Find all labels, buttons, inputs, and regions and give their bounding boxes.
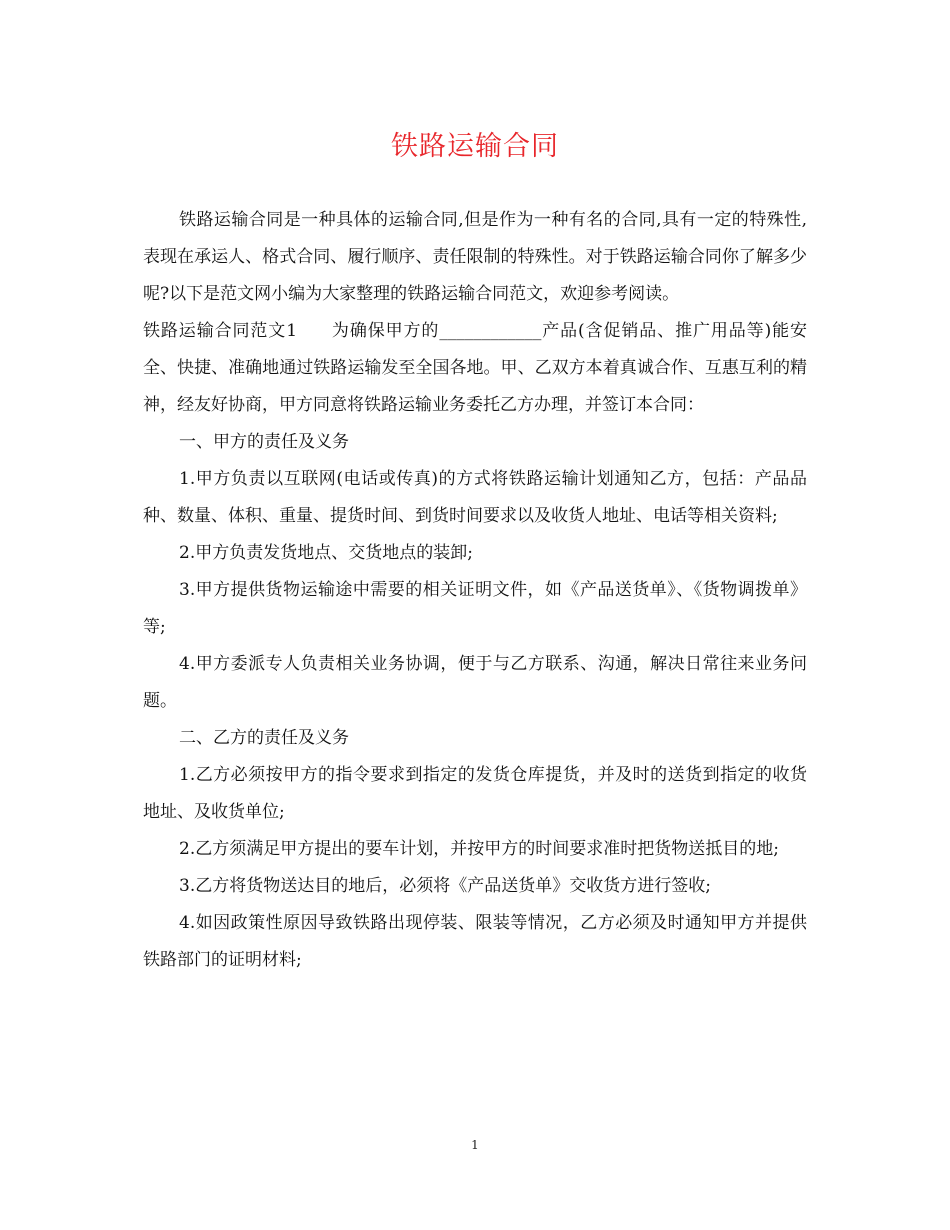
clause-b-3: 3.乙方将货物送达目的地后，必须将《产品送货单》交收货方进行签收; bbox=[179, 876, 711, 896]
clause-a-3: 3.甲方提供货物运输途中需要的相关证明文件，如《产品送货单》、《货物调拨单》等; bbox=[143, 580, 807, 637]
section-heading-party-a: 一、甲方的责任及义务 bbox=[179, 432, 349, 452]
document-body bbox=[143, 202, 807, 979]
sample-text: 为确保甲方的____________产品(含促销品、推广用品等)能安全、快捷、准确地通过铁路运输发至全国各地。甲、乙双方本着真诚合作、互惠互利的精神，经友好协商，甲方同意将铁路运输业务委托乙方办理，并签订本合同： bbox=[143, 321, 807, 415]
clause-a-1: 1.甲方负责以互联网(电话或传真)的方式将铁路运输计划通知乙方，包括：产品品种、数量、体积、重量、提货时间、到货时间要求以及收货人地址、电话等相关资料; bbox=[143, 469, 807, 526]
sample-label: 铁路运输合同范文1 bbox=[143, 321, 298, 341]
clause-b-1: 1.乙方必须按甲方的指令要求到指定的发货仓库提货，并及时的送货到指定的收货地址、及收货单位; bbox=[143, 765, 807, 822]
clause-a-2: 2.甲方负责发货地点、交货地点的装卸; bbox=[179, 543, 473, 563]
page-number: 1 bbox=[471, 1138, 479, 1152]
document-title: 铁路运输合同 bbox=[391, 131, 559, 162]
sample-paragraph bbox=[143, 313, 807, 424]
intro-paragraph: 铁路运输合同是一种具体的运输合同,但是作为一种有名的合同,具有一定的特殊性,表现在承运人、格式合同、履行顺序、责任限制的特殊性。对于铁路运输合同你了解多少呢?以下是范文网小编为大家整理的铁路运输合同范文，欢迎参考阅读。 bbox=[143, 210, 807, 304]
clause-b-4: 4.如因政策性原因导致铁路出现停装、限装等情况，乙方必须及时通知甲方并提供铁路部门的证明材料; bbox=[143, 913, 807, 970]
clause-b-2: 2.乙方须满足甲方提出的要车计划，并按甲方的时间要求准时把货物送抵目的地; bbox=[179, 839, 779, 859]
clause-a-4: 4.甲方委派专人负责相关业务协调，便于与乙方联系、沟通，解决日常往来业务问题。 bbox=[143, 654, 807, 711]
section-heading-party-b: 二、乙方的责任及义务 bbox=[179, 728, 349, 748]
